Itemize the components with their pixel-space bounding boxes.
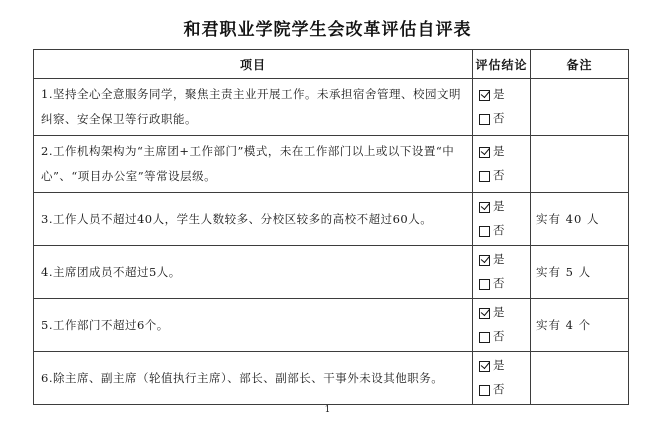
option-label-no: 否: [493, 168, 505, 183]
checked-checkbox-icon[interactable]: [479, 202, 490, 213]
item-cell: 2.工作机构架构为“主席团+工作部门”模式，未在工作部门以上或以下设置“中心”、“项目办公室”等常设层级。: [34, 136, 473, 193]
conclusion-cell: [473, 299, 531, 352]
unchecked-checkbox-icon[interactable]: [479, 332, 490, 343]
remark-cell: 实有 40 人: [531, 193, 629, 246]
table-row: [34, 352, 629, 405]
page-title: 和君职业学院学生会改革评估自评表: [183, 20, 472, 39]
remark-cell: 实有 5 人: [531, 246, 629, 299]
option-label-yes: 是: [493, 87, 505, 102]
header-remark: 备注: [531, 50, 629, 79]
table-row: [34, 136, 629, 193]
conclusion-option-yes[interactable]: [479, 89, 529, 102]
remark-cell: [531, 79, 629, 136]
unchecked-checkbox-icon[interactable]: [479, 385, 490, 396]
conclusion-option-no[interactable]: [479, 278, 529, 291]
table-row: [34, 193, 629, 246]
conclusion-option-yes[interactable]: [479, 307, 529, 320]
table-header-row: [34, 50, 629, 79]
option-label-no: 否: [493, 111, 505, 126]
item-cell: 3.工作人员不超过40人，学生人数较多、分校区较多的高校不超过60人。: [34, 193, 473, 246]
item-cell: 1.坚持全心全意服务同学，聚焦主责主业开展工作。未承担宿舍管理、校园文明纠察、安全保卫等行政职能。: [34, 79, 473, 136]
conclusion-option-yes[interactable]: [479, 201, 529, 214]
option-label-yes: 是: [493, 358, 505, 373]
conclusion-cell: [473, 193, 531, 246]
checked-checkbox-icon[interactable]: [479, 361, 490, 372]
option-label-no: 否: [493, 329, 505, 344]
table-row: [34, 79, 629, 136]
conclusion-option-no[interactable]: [479, 113, 529, 126]
checked-checkbox-icon[interactable]: [479, 255, 490, 266]
conclusion-cell: [473, 136, 531, 193]
conclusion-option-no[interactable]: [479, 170, 529, 183]
option-label-yes: 是: [493, 199, 505, 214]
conclusion-cell: [473, 246, 531, 299]
table-row: [34, 246, 629, 299]
evaluation-table: [33, 49, 629, 405]
item-cell: 5.工作部门不超过6个。: [34, 299, 473, 352]
unchecked-checkbox-icon[interactable]: [479, 171, 490, 182]
option-label-no: 否: [493, 382, 505, 397]
checked-checkbox-icon[interactable]: [479, 90, 490, 101]
unchecked-checkbox-icon[interactable]: [479, 279, 490, 290]
checked-checkbox-icon[interactable]: [479, 147, 490, 158]
unchecked-checkbox-icon[interactable]: [479, 226, 490, 237]
checked-checkbox-icon[interactable]: [479, 308, 490, 319]
remark-cell: 实有 4 个: [531, 299, 629, 352]
conclusion-option-yes[interactable]: [479, 146, 529, 159]
conclusion-option-yes[interactable]: [479, 360, 529, 373]
option-label-yes: 是: [493, 305, 505, 320]
header-conclusion: 评估结论: [473, 50, 531, 79]
conclusion-option-yes[interactable]: [479, 254, 529, 267]
option-label-yes: 是: [493, 252, 505, 267]
page-number: 1: [324, 405, 331, 415]
remark-cell: [531, 136, 629, 193]
conclusion-cell: [473, 79, 531, 136]
option-label-no: 否: [493, 276, 505, 291]
remark-cell: [531, 352, 629, 405]
conclusion-option-no[interactable]: [479, 331, 529, 344]
table-row: [34, 299, 629, 352]
item-cell: 4.主席团成员不超过5人。: [34, 246, 473, 299]
item-cell: 6.除主席、副主席（轮值执行主席）、部长、副部长、干事外未设其他职务。: [34, 352, 473, 405]
option-label-no: 否: [493, 223, 505, 238]
option-label-yes: 是: [493, 144, 505, 159]
conclusion-cell: [473, 352, 531, 405]
conclusion-option-no[interactable]: [479, 225, 529, 238]
unchecked-checkbox-icon[interactable]: [479, 114, 490, 125]
conclusion-option-no[interactable]: [479, 384, 529, 397]
header-item: 项目: [34, 50, 473, 79]
